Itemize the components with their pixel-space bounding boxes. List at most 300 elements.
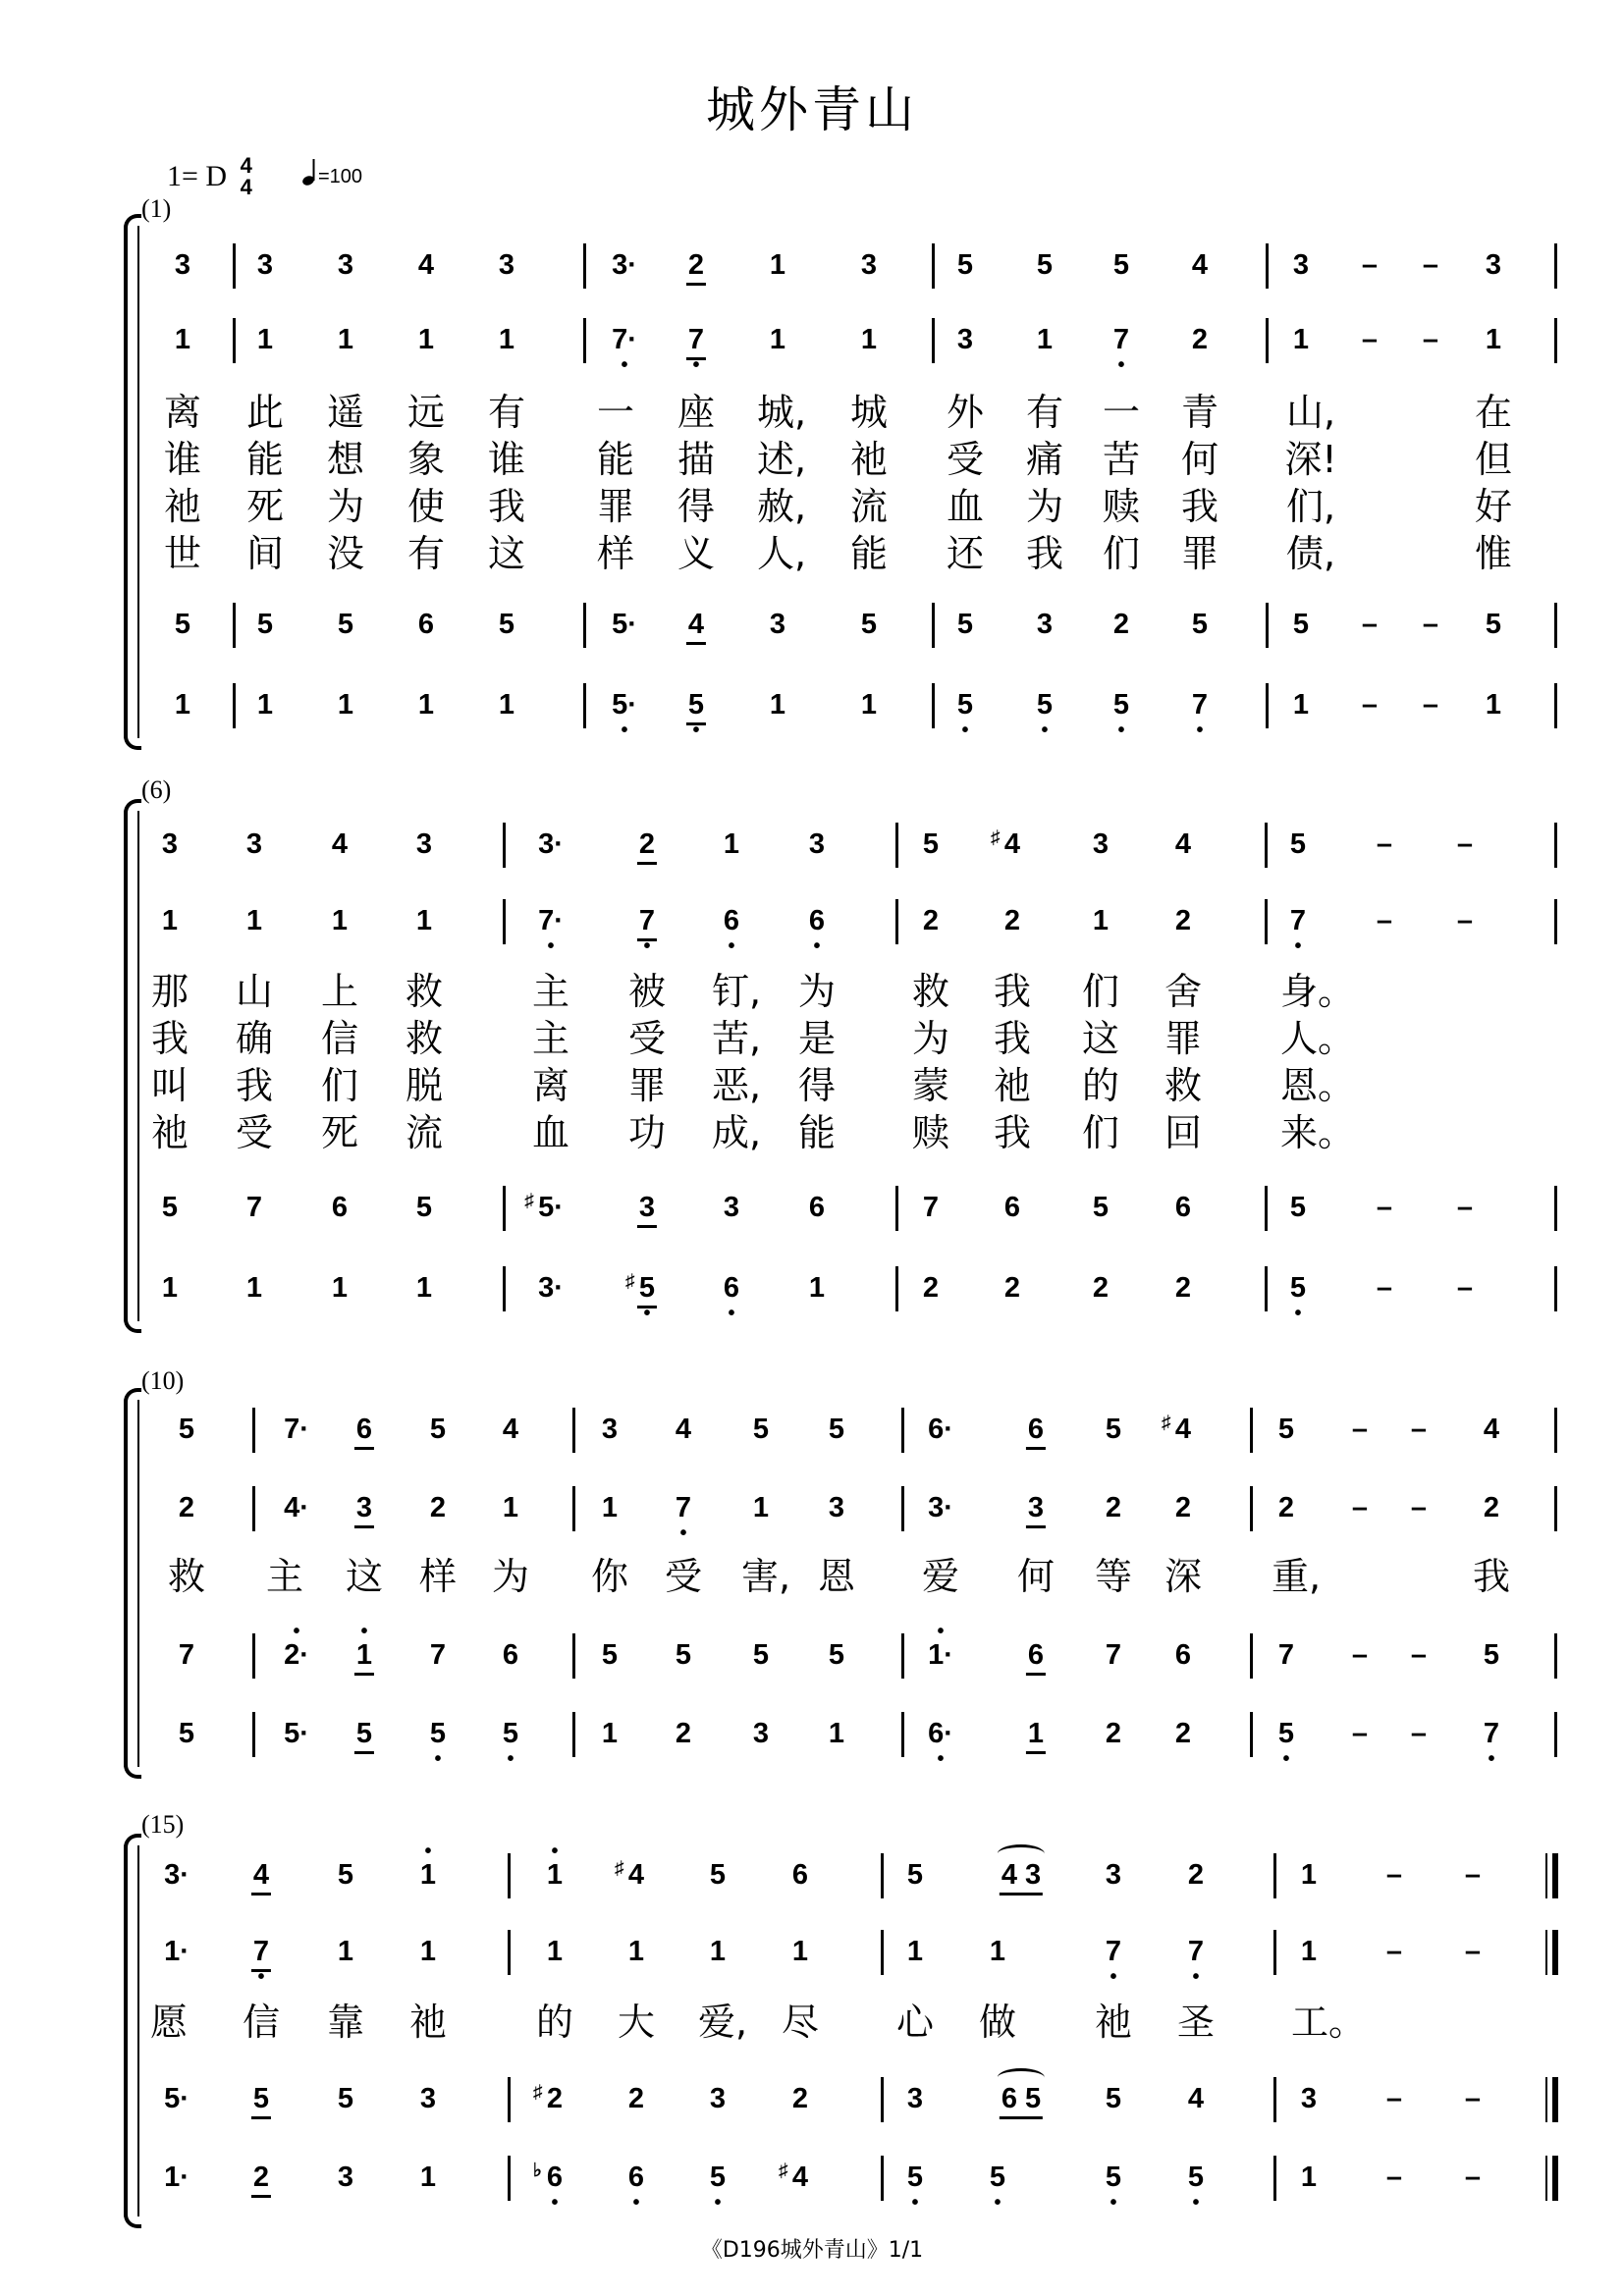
- note: [164, 2161, 189, 2194]
- lyric-syllable: 述,: [756, 438, 807, 481]
- lyric-syllable: 为: [797, 970, 837, 1013]
- note-digit: 3: [1027, 1492, 1045, 1523]
- lyric-syllable: 来。: [1279, 1111, 1356, 1154]
- lyric-syllable: 离: [531, 1064, 570, 1107]
- note: [957, 608, 973, 641]
- note-digit: 5: [415, 1192, 433, 1223]
- note-digit: 1: [161, 1272, 179, 1304]
- lyric-syllable: 但: [1474, 438, 1513, 481]
- lyric-syllable: 深: [1164, 1555, 1203, 1598]
- lyric-syllable: 能: [849, 532, 889, 575]
- note-digit: 5: [1277, 1718, 1295, 1749]
- note: [179, 1638, 194, 1672]
- note-digit: 5: [337, 2083, 354, 2114]
- note-digit: 6: [627, 2162, 645, 2193]
- barline: [932, 603, 935, 648]
- note-digit: 7: [687, 324, 705, 355]
- note-digit: 2: [1105, 1718, 1122, 1749]
- note-digit: 1: [502, 1492, 519, 1523]
- sharp-icon: ♯: [614, 1858, 624, 1879]
- barline: [901, 1486, 904, 1531]
- lyric-syllable: 一: [1102, 391, 1141, 434]
- note-digit: 5·: [612, 689, 637, 721]
- lyric-syllable: 我: [487, 485, 526, 528]
- note-digit: 5: [1036, 249, 1054, 281]
- lyric-syllable: 为: [326, 485, 365, 528]
- lyric-syllable: 得: [677, 485, 716, 528]
- barline: [233, 603, 236, 648]
- note-digit: –: [1456, 1272, 1474, 1304]
- lower-octave-dot: •: [643, 935, 651, 957]
- note-digit: 4: [331, 828, 349, 860]
- note: [1293, 608, 1309, 641]
- note-digit: 2: [1092, 1272, 1110, 1304]
- note-digit: 4: [1191, 249, 1209, 281]
- note: [547, 1935, 563, 1968]
- note-digit: 1: [906, 1936, 924, 1967]
- barline: [1273, 1930, 1276, 1975]
- note: [164, 2082, 189, 2115]
- note-digit: 7: [1277, 1639, 1295, 1671]
- note: [338, 688, 353, 721]
- note: [430, 1491, 446, 1524]
- lyric-syllable: 主: [531, 1017, 570, 1060]
- note-digit: 1·: [164, 1936, 189, 1967]
- note-digit: 3: [723, 1192, 740, 1223]
- note-digit: 2: [791, 2083, 809, 2114]
- note-digit: –: [1464, 1859, 1482, 1891]
- eighth-underline: [1000, 1893, 1043, 1896]
- lyric-syllable: 谁: [163, 438, 202, 481]
- lower-octave-dot: •: [434, 1748, 442, 1770]
- final-barline-thin: [1545, 2077, 1547, 2122]
- note: [753, 1491, 769, 1524]
- note-digit: 7: [245, 1192, 263, 1223]
- note: [246, 904, 262, 937]
- measure-number: (15): [141, 1810, 185, 1839]
- note: [612, 323, 637, 376]
- sharp-icon: ♯: [1161, 1413, 1171, 1433]
- note: [1486, 323, 1501, 356]
- note: [162, 828, 178, 861]
- note-digit: 5: [1483, 1639, 1500, 1671]
- barline: [1554, 1486, 1557, 1531]
- note-digit: 3·: [164, 1859, 189, 1891]
- dash-extension: [1386, 1858, 1402, 1892]
- lyric-syllable: 我: [993, 1111, 1032, 1154]
- note: [709, 2161, 727, 2214]
- note: [524, 1191, 564, 1224]
- note: [829, 1717, 844, 1750]
- note-digit: 4: [502, 1414, 519, 1445]
- note: [1106, 2082, 1121, 2115]
- note-digit: 4: [1003, 828, 1021, 860]
- note-digit: 1: [860, 324, 878, 355]
- note: [753, 1413, 769, 1446]
- lower-octave-dot: •: [1488, 1748, 1495, 1770]
- lower-octave-dot: •: [621, 354, 628, 376]
- note: [710, 1935, 726, 1968]
- lyric-syllable: 心: [895, 2001, 935, 2044]
- lyric-syllable: 我: [993, 1017, 1032, 1060]
- eighth-underline: [354, 1751, 374, 1754]
- system-bracket: [124, 226, 128, 738]
- lyric-syllable: 我: [1180, 485, 1219, 528]
- note-digit: 5: [1105, 2162, 1122, 2193]
- note-digit: 3: [245, 828, 263, 860]
- note-digit: 1: [174, 324, 191, 355]
- note: [1106, 1717, 1121, 1750]
- note-digit: 3: [419, 2083, 437, 2114]
- system-start-barline: [137, 1400, 139, 1767]
- note: [792, 2082, 808, 2115]
- note: [1187, 1935, 1205, 1988]
- note-digit: 3: [828, 1492, 845, 1523]
- note: [546, 1841, 564, 1892]
- note-digit: 6·: [928, 1718, 953, 1749]
- barline: [1250, 1633, 1253, 1679]
- note: [1277, 1717, 1295, 1770]
- note: [770, 323, 785, 356]
- barline: [508, 2156, 511, 2201]
- lyric-syllable: 青: [1180, 391, 1219, 434]
- note-digit: –: [1385, 2162, 1403, 2193]
- lyric-syllable: 愿: [149, 2001, 189, 2044]
- note: [1037, 248, 1053, 282]
- note: [1293, 323, 1309, 356]
- lyric-syllable: 罪: [1164, 1017, 1203, 1060]
- barline: [1554, 683, 1557, 728]
- eighth-underline: [354, 1673, 374, 1676]
- lyric-syllable: 们,: [1285, 485, 1336, 528]
- note: [724, 1191, 739, 1224]
- barline: [572, 1712, 575, 1757]
- note-digit: 7: [1483, 1718, 1500, 1749]
- note: [355, 1621, 373, 1672]
- note-digit: 1: [1036, 324, 1054, 355]
- note-digit: 3: [1036, 609, 1054, 640]
- lower-octave-dot: •: [1041, 720, 1049, 741]
- slur-arc: [998, 2068, 1045, 2087]
- note: [1105, 2161, 1122, 2214]
- note-digit: 6: [1027, 1639, 1045, 1671]
- note-digit: 1: [808, 1272, 826, 1304]
- note-digit: 5: [337, 609, 354, 640]
- lyric-syllable: 恶,: [711, 1064, 762, 1107]
- barline: [583, 243, 586, 289]
- lyric-syllable: 深!: [1284, 438, 1337, 481]
- barline: [1554, 1186, 1557, 1231]
- note: [1113, 248, 1129, 282]
- lyric-syllable: 罪: [1180, 532, 1219, 575]
- dash-extension: [1411, 1638, 1427, 1672]
- note-digit: 5·: [538, 1192, 564, 1223]
- note-digit: 7: [1112, 324, 1130, 355]
- barline: [503, 1266, 506, 1311]
- note-digit: 5: [906, 2162, 924, 2193]
- note-digit: 7: [922, 1192, 940, 1223]
- note-digit: 1: [256, 689, 274, 721]
- note: [1188, 2082, 1204, 2115]
- note: [420, 2082, 436, 2115]
- note-digit: 4: [1174, 1414, 1192, 1445]
- lyric-syllable: 们: [1081, 970, 1120, 1013]
- note: [627, 2161, 645, 2214]
- note: [356, 1413, 372, 1446]
- note-digit: 2: [1174, 1272, 1192, 1304]
- note: [420, 1935, 436, 1968]
- barline: [583, 683, 586, 728]
- lyric-syllable: 我: [993, 970, 1032, 1013]
- note-digit: –: [1351, 1639, 1369, 1671]
- barline: [233, 243, 236, 289]
- note-digit: 3·: [928, 1492, 953, 1523]
- lower-octave-dot: •: [257, 1966, 265, 1988]
- note: [628, 1935, 644, 1968]
- lyric-syllable: 能: [245, 438, 285, 481]
- note: [332, 828, 348, 861]
- lyric-syllable: 我: [235, 1064, 274, 1107]
- note: [356, 1491, 372, 1524]
- note: [164, 1935, 189, 1968]
- note: [778, 2161, 809, 2194]
- note-digit: 5: [956, 249, 974, 281]
- lyric-syllable: 祂: [849, 438, 889, 481]
- note-digit: –: [1422, 689, 1439, 721]
- note-digit: 7: [1187, 1936, 1205, 1967]
- note-digit: 7: [675, 1492, 692, 1523]
- note: [688, 608, 704, 641]
- lower-octave-dot: •: [1192, 1966, 1200, 1988]
- note: [1037, 323, 1053, 356]
- barline: [508, 1853, 511, 1898]
- note: [1289, 904, 1307, 957]
- note: [1192, 608, 1208, 641]
- note-digit: 5·: [612, 609, 637, 640]
- lyric-syllable: 回: [1164, 1111, 1203, 1154]
- note: [861, 248, 877, 282]
- note-digit: 5: [498, 609, 515, 640]
- final-barline-thin: [1545, 2156, 1547, 2201]
- note: [602, 1413, 618, 1446]
- note-digit: 3·: [538, 828, 564, 860]
- note: [676, 1717, 691, 1750]
- note-digit: 5: [601, 1639, 619, 1671]
- note: [1028, 1413, 1044, 1446]
- lower-octave-dot: •: [679, 1522, 687, 1544]
- lyric-syllable: 此: [245, 391, 285, 434]
- lyric-syllable: 们: [1081, 1111, 1120, 1154]
- barline: [895, 1186, 898, 1231]
- note-digit: 1: [860, 689, 878, 721]
- lyric-syllable: 座: [677, 391, 716, 434]
- note: [416, 1191, 432, 1224]
- note-digit: 1: [331, 1272, 349, 1304]
- lyric-syllable: 做: [978, 2001, 1017, 2044]
- note: [1301, 1858, 1317, 1892]
- note: [792, 1858, 808, 1892]
- note: [809, 1191, 825, 1224]
- note-digit: 2: [638, 828, 656, 860]
- barline: [583, 603, 586, 648]
- lower-octave-dot: •: [547, 935, 555, 957]
- barline: [901, 1408, 904, 1453]
- note-digit: 1: [419, 1859, 437, 1891]
- lower-octave-dot: •: [728, 1303, 735, 1324]
- lower-octave-dot: •: [961, 720, 969, 741]
- note-digit: 3: [638, 1192, 656, 1223]
- note-digit: 6: [1027, 1414, 1045, 1445]
- note-digit: 7·: [538, 905, 564, 936]
- measure-number: (1): [141, 194, 172, 223]
- note-digit: 4·: [284, 1492, 309, 1523]
- lyric-syllable: 受: [627, 1017, 667, 1060]
- note-digit: –: [1376, 828, 1393, 860]
- key-label: 1= D: [167, 160, 228, 192]
- note: [1293, 688, 1309, 721]
- note-digit: 5: [828, 1639, 845, 1671]
- note: [332, 904, 348, 937]
- time-signature: [241, 155, 252, 198]
- lyric-syllable: 为: [1025, 485, 1064, 528]
- note: [1093, 904, 1109, 937]
- note-digit: 5: [1105, 2083, 1122, 2114]
- lyric-syllable: 救: [167, 1555, 206, 1598]
- final-barline-thin: [1545, 1853, 1547, 1898]
- note-digit: 7·: [284, 1414, 309, 1445]
- lyric-syllable: 能: [797, 1111, 837, 1154]
- note-digit: 1: [161, 905, 179, 936]
- note-digit: 5: [178, 1414, 195, 1445]
- final-barline-thick: [1552, 1930, 1558, 1975]
- note: [338, 2161, 353, 2194]
- note: [257, 688, 273, 721]
- lyric-syllable: 远: [406, 391, 446, 434]
- lyric-syllable: 山,: [1285, 391, 1336, 434]
- note-digit: 3: [174, 249, 191, 281]
- note: [829, 1413, 844, 1446]
- note: [1175, 904, 1191, 937]
- eighth-underline: [637, 1225, 657, 1228]
- note-digit: 1: [791, 1936, 809, 1967]
- note: [253, 2082, 269, 2115]
- note-digit: 2: [1003, 905, 1021, 936]
- note-digit: 1: [245, 905, 263, 936]
- note-digit: 1: [331, 905, 349, 936]
- lower-octave-dot: •: [1110, 2192, 1117, 2214]
- note-digit: 5: [429, 1718, 447, 1749]
- flat-icon: ♭: [532, 2161, 542, 2181]
- note: [1278, 1638, 1294, 1672]
- note: [175, 248, 190, 282]
- eighth-underline: [1026, 1525, 1046, 1528]
- note: [688, 248, 704, 282]
- note: [1175, 1271, 1191, 1305]
- barline: [503, 1186, 506, 1231]
- note-digit: 2: [1174, 1492, 1192, 1523]
- note: [416, 904, 432, 937]
- note: [246, 1191, 262, 1224]
- lyric-syllable: 舍: [1164, 970, 1203, 1013]
- note-digit: 3: [498, 249, 515, 281]
- note-digit: –: [1422, 609, 1439, 640]
- note: [418, 323, 434, 356]
- note-digit: 5: [860, 609, 878, 640]
- lyric-syllable: 世: [163, 532, 202, 575]
- lyric-syllable: 这: [487, 532, 526, 575]
- barline: [895, 1266, 898, 1311]
- note: [284, 1717, 309, 1750]
- eighth-underline: [686, 283, 706, 286]
- note-digit: –: [1361, 689, 1379, 721]
- lyric-syllable: 城: [849, 391, 889, 434]
- note-digit: 3: [1092, 828, 1110, 860]
- note-digit: 2: [1174, 905, 1192, 936]
- lyric-syllable: 为: [911, 1017, 950, 1060]
- note-digit: –: [1410, 1492, 1428, 1523]
- note: [928, 1621, 953, 1672]
- note-digit: 1: [337, 689, 354, 721]
- lyric-syllable: 能: [596, 438, 635, 481]
- lyric-syllable: 流: [405, 1111, 444, 1154]
- dash-extension: [1352, 1413, 1368, 1446]
- note: [338, 1858, 353, 1892]
- barline: [572, 1486, 575, 1531]
- system-bracket: [124, 1845, 128, 2216]
- note: [676, 1413, 691, 1446]
- lyric-syllable: 描: [677, 438, 716, 481]
- eighth-underline: [354, 1525, 374, 1528]
- note: [907, 1858, 923, 1892]
- barline: [901, 1633, 904, 1679]
- lyric-syllable: 受: [664, 1555, 703, 1598]
- dash-extension: [1377, 1271, 1392, 1305]
- lyric-syllable: 何: [1180, 438, 1219, 481]
- lyric-syllable: 好: [1474, 485, 1513, 528]
- lyric-syllable: 主: [531, 970, 570, 1013]
- barline: [508, 1930, 511, 1975]
- barline: [901, 1712, 904, 1757]
- note-digit: 5: [1289, 828, 1307, 860]
- note: [1301, 2082, 1317, 2115]
- note: [1001, 2082, 1041, 2115]
- barline: [1554, 318, 1557, 363]
- eighth-underline: [1026, 1673, 1046, 1676]
- note: [1028, 1717, 1044, 1750]
- lyric-syllable: 救: [405, 1017, 444, 1060]
- barline: [572, 1633, 575, 1679]
- lyric-syllable: 恩: [817, 1555, 856, 1598]
- dash-extension: [1457, 904, 1473, 937]
- note: [956, 688, 974, 741]
- barline: [1250, 1408, 1253, 1453]
- lyric-syllable: 间: [245, 532, 285, 575]
- note: [638, 904, 656, 957]
- note-digit: 1: [419, 2162, 437, 2193]
- note: [687, 323, 705, 376]
- note: [770, 248, 785, 282]
- note: [257, 323, 273, 356]
- barline: [1266, 603, 1269, 648]
- note: [332, 1271, 348, 1305]
- lower-octave-dot: •: [813, 935, 821, 957]
- note: [1293, 248, 1309, 282]
- dash-extension: [1377, 1191, 1392, 1224]
- barline: [1554, 603, 1557, 648]
- note-digit: 1: [1300, 1936, 1318, 1967]
- lyric-syllable: 惟: [1474, 532, 1513, 575]
- note: [687, 688, 705, 741]
